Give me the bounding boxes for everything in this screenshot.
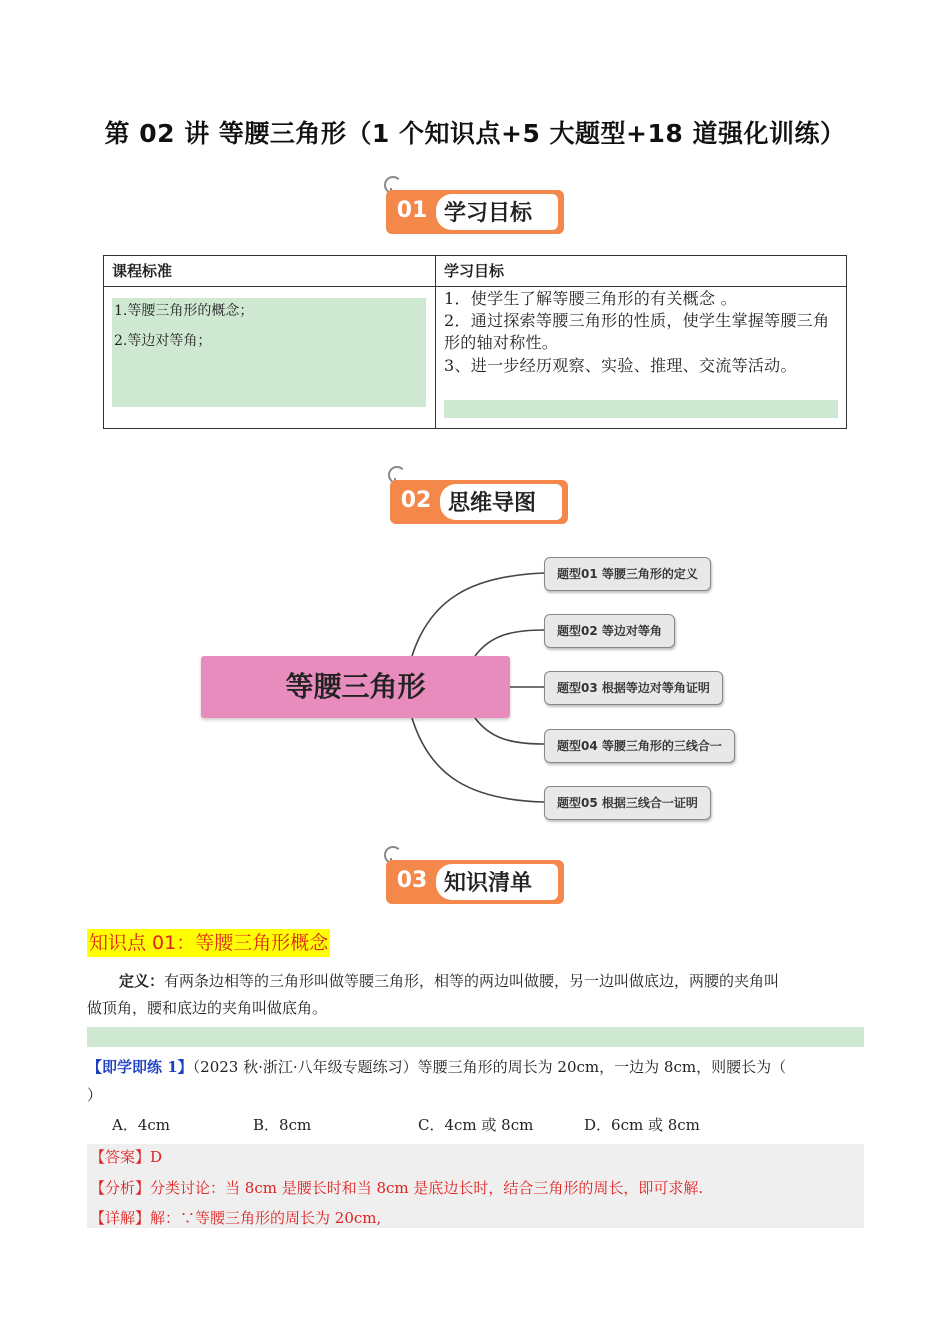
goals-header: 学习目标 [444, 262, 505, 280]
goal-item: 3、进一步经历观察、实验、推理、交流等活动。 [444, 356, 797, 375]
answer-line [90, 1146, 162, 1167]
answer-value: D [150, 1148, 163, 1166]
section-label: 学习目标 [444, 201, 533, 226]
section-number: 02 [400, 488, 432, 513]
analysis-line [90, 1177, 703, 1198]
detail-text: 解：∵等腰三角形的周长为 20cm, [150, 1209, 382, 1227]
exercise-question [87, 1054, 862, 1081]
standards-header: 课程标准 [112, 262, 173, 280]
definition-text: 有两条边相等的三角形叫做等腰三角形，相等的两边叫做腰，另一边叫做底边，两腰的夹角叫 [164, 972, 780, 990]
detail-tag: 【详解】 [90, 1209, 151, 1227]
standard-item: 1.等腰三角形的概念； [114, 303, 254, 319]
exercise-question-end: ） [87, 1086, 103, 1104]
mindmap-leaf: 题型04 等腰三角形的三线合一 [544, 729, 735, 763]
exercise-text: 等腰三角形的周长为 20cm，一边为 8cm，则腰长为（ [417, 1058, 787, 1076]
mindmap-leaf: 题型05 根据三线合一证明 [544, 786, 711, 820]
section-banner-knowledge [384, 846, 564, 906]
option-d: D．6cm 或 8cm [584, 1116, 700, 1134]
section-label: 思维导图 [448, 491, 537, 516]
goal-item: 1．使学生了解等腰三角形的有关概念 。 [444, 289, 737, 308]
analysis-tag: 【分析】 [90, 1179, 151, 1197]
exercise-tag: 【即学即练 1】 [87, 1058, 193, 1076]
definition-label: 定义： [119, 972, 165, 990]
goal-item: 2．通过探索等腰三角形的性质，使学生掌握等腰三角形的轴对称性。 [444, 311, 830, 352]
knowledge-heading: 知识点 01：等腰三角形概念 [87, 929, 330, 957]
section-label: 知识清单 [444, 871, 533, 896]
standard-item: 2.等边对等角； [114, 333, 212, 349]
section-number: 03 [396, 868, 428, 893]
mindmap-leaf: 题型01 等腰三角形的定义 [544, 557, 711, 591]
mindmap-leaf: 题型03 根据等边对等角证明 [544, 671, 723, 705]
page-title: 第 02 讲 等腰三角形（1 个知识点+5 大题型+18 道强化训练） [104, 119, 846, 148]
mindmap-leaf: 题型02 等边对等角 [544, 614, 675, 648]
section-number: 01 [396, 198, 428, 223]
analysis-text: 分类讨论：当 8cm 是腰长时和当 8cm 是底边长时，结合三角形的周长，即可求解. [150, 1179, 704, 1197]
exercise-source: （2023 秋·浙江·八年级专题练习） [192, 1058, 418, 1076]
definition-line-1 [87, 968, 862, 995]
definition-line-2: 做顶角，腰和底边的夹角叫做底角。 [87, 999, 328, 1017]
option-c: C．4cm 或 8cm [418, 1116, 534, 1134]
detail-line [90, 1207, 381, 1228]
option-a: A．4cm [112, 1116, 171, 1134]
mindmap-center-node: 等腰三角形 [201, 656, 510, 718]
option-b: B．8cm [253, 1116, 312, 1134]
answer-tag: 【答案】 [90, 1148, 151, 1166]
